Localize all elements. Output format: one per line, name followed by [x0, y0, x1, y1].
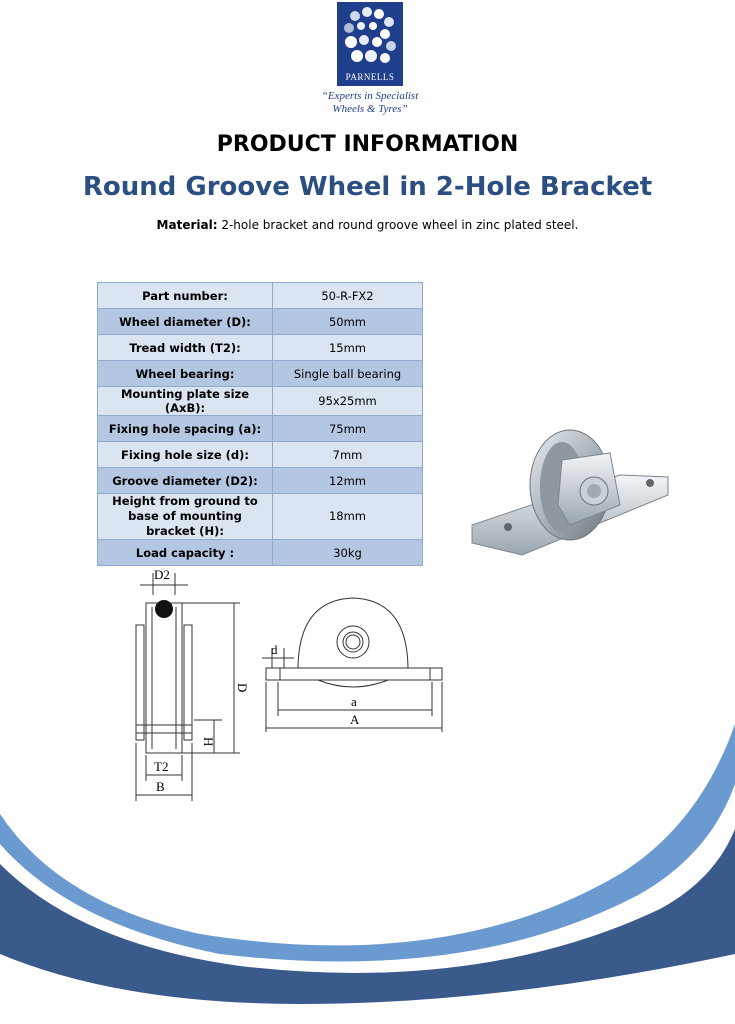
decorative-waves	[0, 704, 735, 1024]
table-row	[98, 335, 423, 361]
dim-label-a-large: A	[350, 712, 360, 727]
table-row	[98, 468, 423, 494]
spec-label: Fixing hole size (d):	[98, 442, 273, 468]
specs-table	[97, 282, 423, 566]
wheel-dots-logo-icon	[337, 2, 403, 72]
logo-brand-text: PARNELLS	[345, 72, 395, 82]
product-photo	[470, 415, 670, 565]
spec-value: 30kg	[273, 540, 423, 566]
tagline-line-1: “Experts in Specialist	[321, 90, 419, 102]
spec-label: Groove diameter (D2):	[98, 468, 273, 494]
dim-label-h: H	[201, 737, 216, 747]
table-row	[98, 361, 423, 387]
spec-label: Mounting plate size (AxB):	[98, 387, 273, 416]
spec-value: 15mm	[273, 335, 423, 361]
table-row	[98, 494, 423, 540]
tagline-line-2: Wheels & Tyres”	[332, 103, 408, 115]
dim-label-b: B	[156, 779, 165, 794]
spec-value: 50mm	[273, 309, 423, 335]
material-line	[0, 218, 735, 232]
dim-label-d2: D2	[154, 567, 170, 582]
spec-label: Height from ground to base of mounting bracket (H):	[98, 494, 273, 540]
spec-value: 75mm	[273, 416, 423, 442]
spec-value: Single ball bearing	[273, 361, 423, 387]
spec-value: 50-R-FX2	[273, 283, 423, 309]
spec-value: 95x25mm	[273, 387, 423, 416]
table-row	[98, 309, 423, 335]
parnells-logo	[337, 2, 403, 86]
spec-value: 7mm	[273, 442, 423, 468]
material-label: Material:	[156, 218, 218, 232]
table-row	[98, 283, 423, 309]
spec-value: 18mm	[273, 494, 423, 540]
spec-value: 12mm	[273, 468, 423, 494]
dim-label-a-small: a	[351, 694, 357, 709]
product-information-heading: PRODUCT INFORMATION	[216, 132, 519, 157]
material-text: 2-hole bracket and round groove wheel in zinc plated steel.	[217, 218, 579, 232]
dim-label-d: D	[235, 683, 250, 693]
logo-tagline	[300, 90, 440, 116]
table-row	[98, 387, 423, 416]
spec-label: Fixing hole spacing (a):	[98, 416, 273, 442]
spec-label: Wheel bearing:	[98, 361, 273, 387]
table-row	[98, 442, 423, 468]
spec-label: Part number:	[98, 283, 273, 309]
table-row	[98, 540, 423, 566]
spec-label: Load capacity :	[98, 540, 273, 566]
dim-label-d-hole: d	[271, 642, 278, 657]
spec-label: Wheel diameter (D):	[98, 309, 273, 335]
spec-label: Tread width (T2):	[98, 335, 273, 361]
table-row	[98, 416, 423, 442]
product-title: Round Groove Wheel in 2-Hole Bracket	[82, 172, 653, 202]
groove-section-icon	[155, 600, 173, 618]
dim-label-t2: T2	[154, 759, 169, 774]
